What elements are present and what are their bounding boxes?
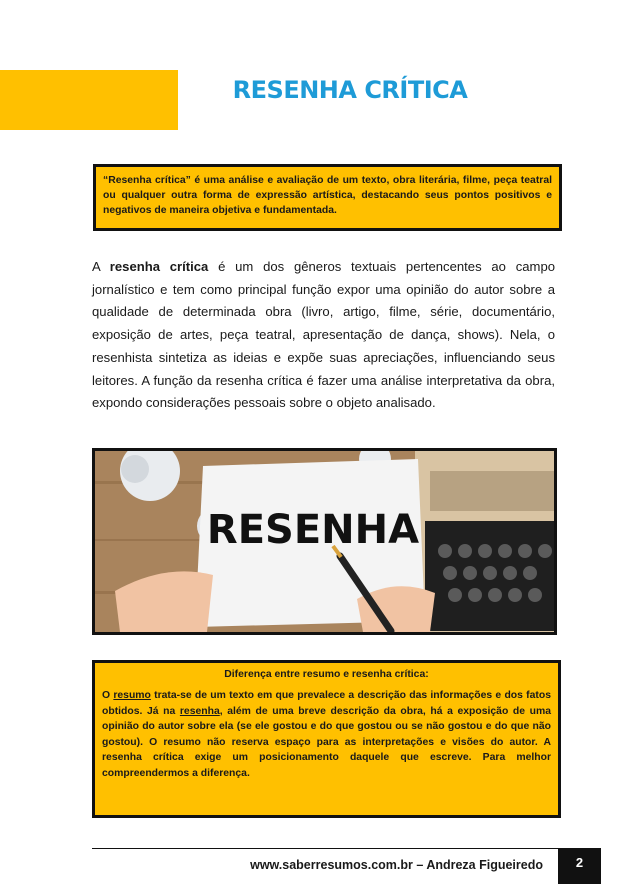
difference-title: Diferença entre resumo e resenha crítica: [224, 669, 429, 680]
term-resumo: resumo [113, 690, 151, 701]
difference-text [102, 688, 551, 781]
body-bold-term: resenha crítica [109, 259, 209, 274]
difference-part-1: O [102, 690, 114, 701]
header-yellow-band [0, 70, 178, 130]
card-word: RESENHA [206, 507, 420, 553]
footer-text: www.saberresumos.com.br – Andreza Figueiredo [250, 858, 543, 872]
footer-divider [92, 848, 558, 849]
difference-box [92, 660, 561, 818]
definition-box [93, 164, 562, 231]
term-resenha: resenha [179, 705, 220, 717]
page-number: 2 [558, 848, 601, 884]
body-rest: é um dos gêneros textuais pertencentes ao campo jornalístico e tem como principal função expor uma opinião do autor sobre a qualidade de determinada obra (livro, artigo, filme, série, documentário, exposição de artes, peça teatral, apresentação de dança, shows). Nela, o resenhista sintetiza as ideias e expõe suas apreciações, influenciando seus leitores. A função da resenha crítica é fazer uma análise interpretativa da obra, expondo considerações pessoais sobre o objeto analisado. [92, 259, 556, 411]
difference-part-3: , além de uma breve descrição da obra, há a exposição de uma opinião do autor sobre ela (se ele gostou e do que gostou ou se não gostou e do que não gostou). O resumo não reserva espaço para as interpretações e visões do autor. A resenha crítica exige um posicionamento daquele que escreve. Para melhor compreendermos a diferença. [102, 705, 551, 779]
body-paragraph [92, 256, 555, 415]
definition-text: “Resenha crítica” é uma análise e avaliação de um texto, obra literária, filme, peça teatral ou qualquer outra forma de expressão artística, destacando seus pontos positivos e negativos de maneira objetiva e fundamentada. [103, 175, 552, 216]
difference-part-2: trata-se de um texto em que prevalece a descrição das informações e dos fatos obtidos. Já na [102, 690, 551, 717]
body-prefix: A [92, 259, 110, 274]
page-title: RESENHA CRÍTICA [232, 76, 468, 104]
resenha-photo [92, 448, 557, 635]
